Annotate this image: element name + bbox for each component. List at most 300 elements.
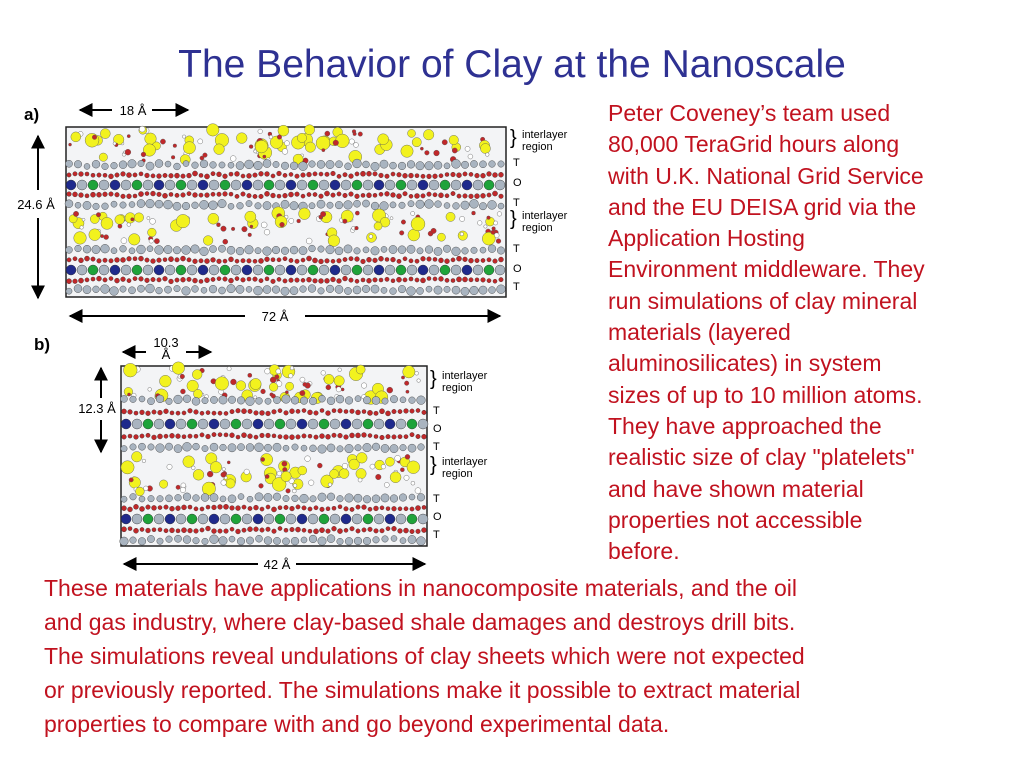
atom (99, 180, 109, 190)
atom (308, 514, 318, 524)
atom (463, 172, 467, 176)
atom (451, 258, 455, 262)
atom (97, 259, 102, 264)
atom (296, 409, 300, 413)
atom (324, 374, 334, 384)
atom (405, 454, 410, 459)
atom (100, 234, 103, 237)
atom (79, 258, 84, 263)
atom (418, 514, 428, 524)
atom (373, 172, 378, 177)
atom (141, 152, 146, 157)
atom (289, 258, 293, 262)
atom (361, 193, 365, 197)
atom (111, 162, 118, 169)
atom (221, 226, 226, 231)
atom (308, 507, 312, 511)
atom (306, 256, 311, 261)
atom (194, 410, 199, 415)
atom (138, 443, 145, 450)
atom (121, 277, 126, 282)
atom (121, 194, 126, 199)
atom (368, 527, 373, 532)
atom (165, 180, 175, 190)
atom (129, 234, 141, 246)
interlayer-brace: } (430, 454, 437, 476)
atom (354, 494, 362, 502)
atom (301, 173, 306, 178)
atom (200, 247, 209, 256)
atom (310, 445, 317, 452)
atom (297, 133, 306, 142)
atom (151, 174, 155, 178)
atom (469, 258, 474, 263)
atom (176, 529, 180, 533)
atom (210, 443, 218, 451)
atom (143, 180, 153, 190)
layer-label-t: T (513, 157, 520, 169)
atom (284, 411, 289, 416)
atom (148, 444, 154, 450)
atom (415, 488, 421, 494)
atom (406, 390, 409, 393)
atom (453, 203, 460, 210)
atom (164, 529, 168, 533)
atom (308, 285, 316, 293)
atom (308, 529, 312, 533)
atom (207, 471, 213, 477)
atom (241, 278, 246, 283)
atom (154, 265, 164, 275)
atom (297, 219, 301, 223)
atom (69, 143, 72, 146)
atom (496, 239, 501, 244)
atom (344, 528, 348, 532)
atom (493, 279, 497, 283)
atom (343, 276, 348, 281)
atom (158, 410, 163, 415)
atom (445, 278, 449, 282)
atom (156, 395, 164, 403)
atom (378, 134, 389, 145)
atom (209, 201, 218, 210)
atom (253, 259, 257, 263)
atom (403, 257, 407, 261)
atom (147, 246, 153, 252)
atom (273, 537, 280, 544)
atom (297, 265, 307, 275)
atom (92, 160, 100, 168)
atom (312, 258, 317, 263)
atom (115, 278, 120, 283)
atom (223, 192, 228, 197)
atom (306, 238, 312, 244)
atom (231, 419, 241, 429)
atom (283, 445, 289, 451)
atom (264, 493, 272, 501)
atom (130, 493, 137, 500)
atom (278, 506, 282, 510)
atom (396, 194, 401, 199)
atom (278, 435, 282, 439)
atom (331, 171, 336, 176)
atom (309, 203, 315, 209)
atom (123, 363, 137, 377)
atom (192, 171, 197, 176)
atom (253, 514, 263, 524)
atom (367, 410, 372, 415)
atom (282, 395, 291, 404)
atom (491, 230, 495, 234)
atom (410, 432, 414, 436)
atom (248, 373, 252, 377)
panel-b-height-label: 12.3 Å (78, 401, 116, 416)
atom (325, 259, 330, 264)
atom (409, 494, 415, 500)
atom (163, 258, 167, 262)
atom (181, 528, 186, 533)
atom (418, 419, 428, 429)
atom (157, 192, 162, 197)
atom (121, 527, 126, 532)
atom (374, 419, 384, 429)
atom (264, 180, 274, 190)
atom (187, 191, 191, 195)
atom (400, 468, 404, 472)
atom (132, 265, 142, 275)
atom (396, 265, 406, 275)
atom (193, 443, 200, 450)
atom (121, 180, 131, 190)
atom (469, 172, 473, 176)
atom (156, 444, 165, 453)
atom (355, 279, 359, 283)
atom (250, 225, 253, 228)
atom (103, 258, 107, 262)
atom (263, 155, 266, 158)
atom (319, 172, 323, 176)
atom (275, 265, 285, 275)
atom (319, 194, 324, 199)
atom (258, 258, 263, 263)
atom (368, 433, 372, 437)
atom (429, 265, 439, 275)
atom (264, 191, 269, 196)
atom (498, 257, 503, 262)
atom (470, 286, 479, 295)
atom (170, 411, 174, 415)
atom (356, 410, 361, 415)
atom (353, 200, 360, 207)
atom (261, 389, 266, 394)
atom (172, 362, 184, 374)
atom (355, 396, 361, 402)
atom (127, 279, 131, 283)
atom (297, 180, 307, 190)
atom (254, 286, 263, 295)
atom (156, 287, 163, 294)
atom (300, 390, 305, 395)
atom (396, 419, 406, 429)
atom (206, 505, 210, 509)
atom (480, 247, 486, 253)
atom (192, 370, 202, 380)
atom (460, 216, 465, 221)
atom (253, 277, 258, 282)
atom (75, 245, 82, 252)
atom (307, 192, 311, 196)
atom (254, 161, 263, 170)
atom (456, 173, 461, 178)
atom (304, 125, 314, 135)
atom (223, 504, 228, 509)
atom (469, 194, 474, 199)
atom (474, 194, 479, 199)
atom (127, 256, 132, 261)
atom (335, 161, 342, 168)
atom (272, 286, 280, 294)
atom (247, 173, 252, 178)
atom (416, 434, 420, 438)
atom (451, 279, 455, 283)
atom (451, 172, 456, 177)
atom (224, 433, 228, 437)
atom (259, 484, 264, 489)
atom (137, 200, 145, 208)
atom (143, 419, 153, 429)
atom (255, 203, 262, 210)
atom (361, 259, 366, 264)
atom (319, 180, 329, 190)
atom (341, 419, 351, 429)
atom (305, 142, 315, 152)
atom (280, 222, 285, 227)
atom (209, 514, 219, 524)
atom (407, 287, 416, 296)
atom (343, 193, 348, 198)
atom (209, 285, 217, 293)
atom (133, 173, 137, 177)
atom (206, 526, 211, 531)
atom (259, 278, 263, 282)
atom (440, 265, 450, 275)
atom (125, 149, 131, 155)
atom (302, 434, 306, 438)
atom (342, 463, 348, 469)
atom (96, 212, 101, 217)
panel-b-layer-labels (430, 368, 488, 541)
atom (379, 192, 383, 196)
atom (319, 278, 324, 283)
atom (258, 129, 263, 134)
atom (255, 443, 264, 452)
atom (247, 496, 253, 502)
panel-a (17, 103, 567, 324)
atom (395, 455, 401, 461)
atom (254, 435, 258, 439)
atom (398, 529, 403, 534)
atom (427, 257, 432, 262)
atom (85, 278, 89, 282)
atom (198, 265, 208, 275)
atom (67, 258, 71, 262)
atom (194, 529, 199, 534)
atom (192, 397, 200, 405)
atom (477, 221, 482, 226)
atom (228, 444, 236, 452)
atom (399, 231, 404, 236)
atom (488, 287, 495, 294)
atom (407, 461, 420, 474)
atom (398, 162, 406, 170)
atom (332, 409, 336, 413)
atom (273, 161, 279, 167)
atom (345, 397, 353, 405)
atom (319, 528, 324, 533)
atom (74, 160, 82, 168)
atom (101, 217, 113, 229)
atom (194, 507, 198, 511)
atom (488, 245, 496, 253)
atom (82, 218, 85, 221)
atom (157, 174, 162, 179)
atom (316, 136, 330, 150)
atom (120, 257, 125, 262)
atom (341, 265, 351, 275)
atom (416, 200, 424, 208)
atom (145, 173, 150, 178)
atom (410, 529, 414, 533)
atom (408, 444, 416, 452)
atom (115, 257, 120, 262)
atom (219, 537, 228, 546)
atom (363, 419, 373, 429)
atom (380, 160, 388, 168)
atom (291, 537, 299, 545)
atom (370, 464, 375, 469)
atom (145, 258, 149, 262)
atom (171, 155, 175, 159)
atom (84, 256, 89, 261)
atom (264, 537, 272, 545)
atom (326, 245, 335, 254)
atom (299, 247, 307, 255)
atom (433, 277, 437, 281)
panel-b (34, 335, 488, 572)
atom (230, 433, 235, 438)
atom (127, 135, 130, 138)
atom (127, 393, 130, 396)
atom (181, 174, 185, 178)
atom (211, 192, 215, 196)
atom (187, 265, 197, 275)
atom (236, 381, 246, 391)
atom (286, 419, 296, 429)
atom (328, 483, 332, 487)
atom (417, 248, 423, 254)
atom (183, 456, 195, 468)
atom (129, 202, 135, 208)
atom (479, 286, 487, 294)
atom (278, 409, 282, 413)
atom (207, 124, 219, 136)
atom (263, 247, 272, 256)
atom (301, 258, 305, 262)
atom (355, 433, 360, 438)
atom (273, 396, 280, 403)
atom (224, 529, 229, 534)
atom (374, 180, 384, 190)
atom (224, 411, 228, 415)
atom (495, 265, 505, 275)
atom (319, 259, 324, 264)
atom (354, 537, 362, 545)
atom (331, 193, 336, 198)
atom (290, 506, 295, 511)
atom (352, 419, 362, 429)
atom (465, 146, 470, 151)
atom (174, 163, 181, 170)
atom (175, 278, 179, 282)
atom (193, 278, 198, 283)
atom (390, 217, 393, 220)
atom (302, 506, 306, 510)
atom (206, 434, 211, 439)
panel-a-label: a) (24, 105, 40, 124)
atom (246, 397, 255, 406)
atom (319, 434, 324, 439)
atom (164, 505, 168, 509)
layer-label-t: T (513, 197, 520, 209)
atom (194, 434, 198, 438)
atom (192, 285, 199, 292)
atom (241, 409, 246, 414)
atom (284, 141, 289, 146)
atom (237, 537, 245, 545)
atom (182, 287, 191, 296)
atom (363, 396, 371, 404)
atom (129, 478, 133, 482)
atom (121, 238, 127, 244)
atom (300, 286, 307, 293)
atom (174, 535, 181, 542)
atom (356, 529, 360, 533)
atom (462, 248, 469, 255)
atom (330, 419, 340, 429)
atom (452, 286, 460, 294)
atom (199, 259, 203, 263)
atom (111, 248, 117, 254)
atom (128, 410, 133, 415)
atom (318, 493, 326, 501)
atom (399, 202, 405, 208)
atom (415, 371, 419, 375)
atom (128, 527, 132, 531)
atom (238, 494, 244, 500)
atom (322, 149, 325, 152)
atom (319, 419, 329, 429)
atom (244, 469, 249, 474)
atom (139, 172, 143, 176)
description-paragraph: Peter Coveney’s team used 80,000 TeraGrid hours along with U.K. National Grid Service and the EU DEISA grid via the Application Hosting Environment middleware. They run simulations of clay mineral materials (layered aluminosilicates) in system sizes of up to 10 million atoms. They have approached the realistic size of clay "platelets" and have shown material properties not accessible before. (608, 100, 925, 565)
atom (263, 159, 271, 167)
atom (409, 397, 416, 404)
atom (265, 474, 269, 478)
atom (288, 374, 292, 378)
atom (308, 265, 318, 275)
atom (183, 442, 192, 451)
atom (102, 163, 109, 170)
